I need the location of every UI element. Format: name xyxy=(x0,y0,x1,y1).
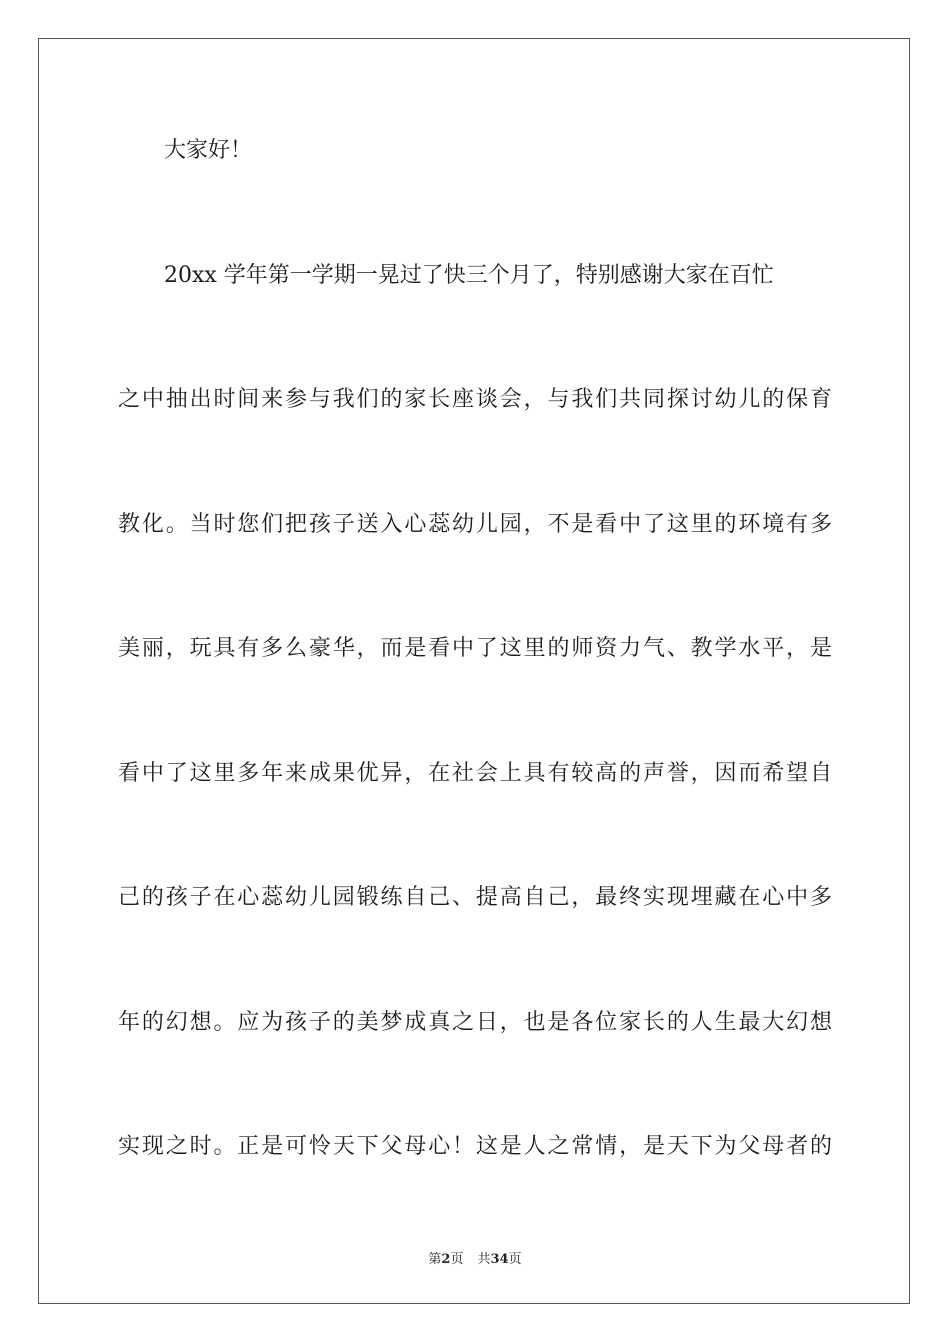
paragraph-line: 己的孩子在心蕊幼儿园锻练自己、提高自己，最终实现埋藏在心中多 xyxy=(118,885,832,910)
greeting-line: 大家好！ xyxy=(164,138,253,163)
paragraph-line: 看中了这里多年来成果优异，在社会上具有较高的声誉，因而希望自 xyxy=(118,761,832,786)
page-footer xyxy=(0,1248,950,1267)
page-prefix: 第 xyxy=(428,1252,442,1267)
paragraph-line: 教化。当时您们把孩子送入心蕊幼儿园，不是看中了这里的环境有多 xyxy=(118,512,832,537)
paragraph-line: 实现之时。正是可怜天下父母心！这是人之常情，是天下为父母者的 xyxy=(118,1134,832,1159)
total-suffix: 页 xyxy=(508,1252,522,1267)
page-suffix: 页 xyxy=(450,1252,464,1267)
paragraph-line: 之中抽出时间来参与我们的家长座谈会，与我们共同探讨幼儿的保育 xyxy=(118,387,832,412)
paragraph-line: 年的幻想。应为孩子的美梦成真之日，也是各位家长的人生最大幻想 xyxy=(118,1010,832,1035)
total-prefix: 共 xyxy=(477,1252,491,1267)
page-number: 2 xyxy=(441,1252,451,1267)
paragraph-line: 20xx 学年第一学期一晃过了快三个月了，特别感谢大家在百忙 xyxy=(164,263,774,288)
total-pages: 34 xyxy=(490,1252,509,1267)
paragraph-line: 美丽，玩具有多么豪华，而是看中了这里的师资力气、教学水平，是 xyxy=(118,636,832,661)
page-frame xyxy=(38,38,910,1304)
